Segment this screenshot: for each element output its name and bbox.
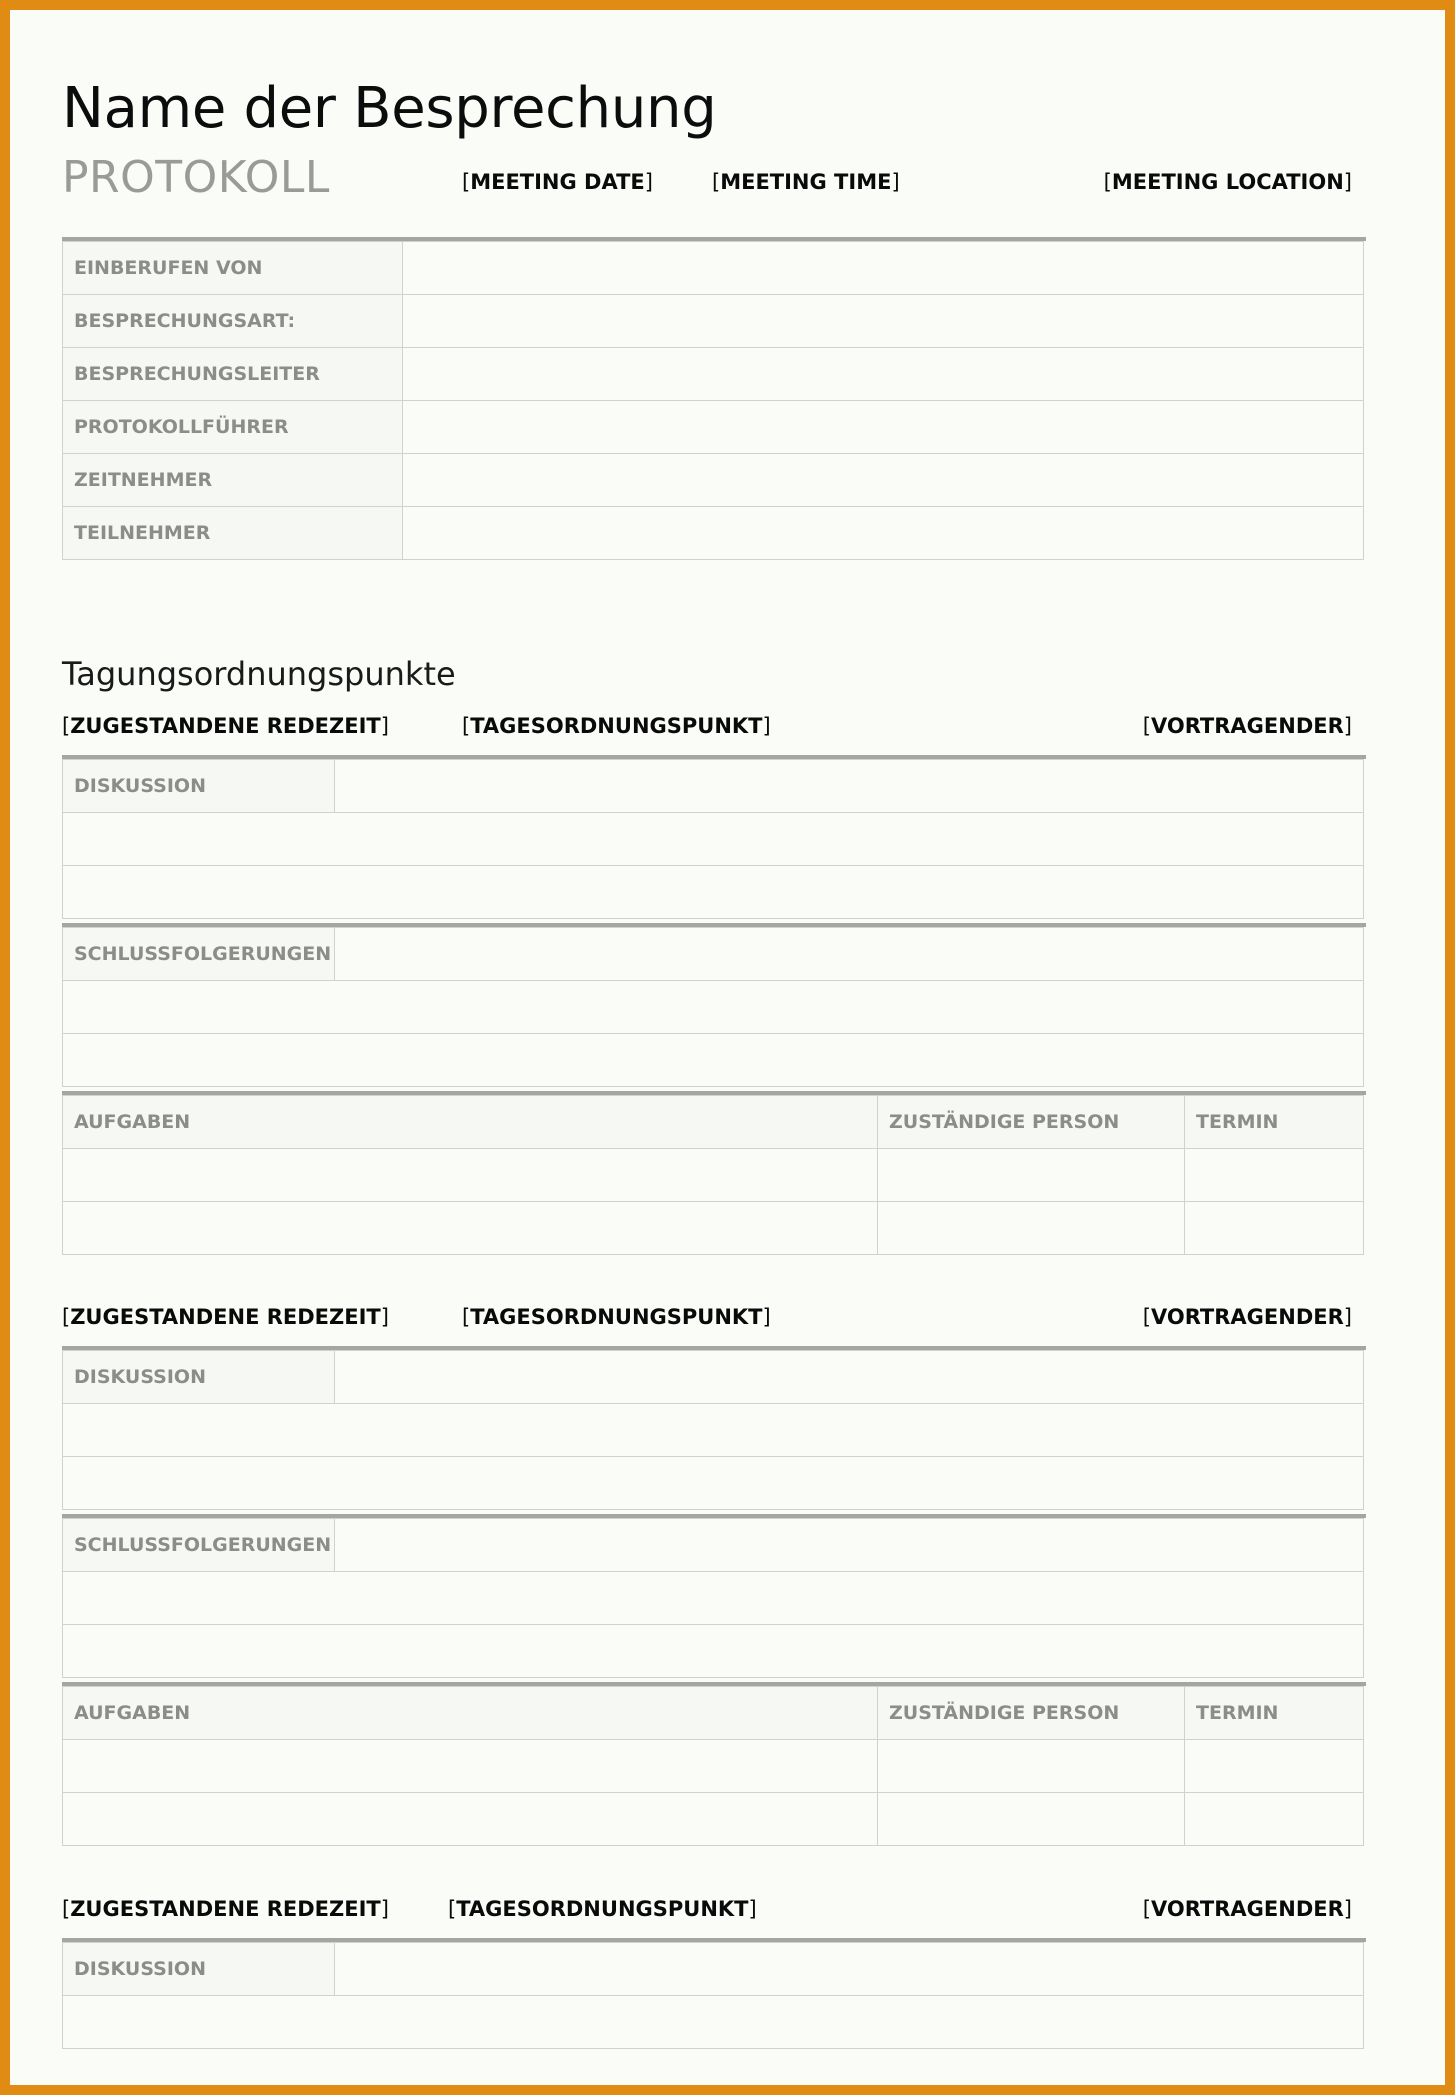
meeting-date-text: MEETING DATE bbox=[470, 170, 645, 194]
due-date-cell[interactable] bbox=[1185, 1740, 1364, 1793]
tasks-table bbox=[62, 1686, 1364, 1846]
info-label: EINBERUFEN VON bbox=[63, 242, 403, 295]
tasks-header: AUFGABEN bbox=[63, 1096, 878, 1149]
discussion-table bbox=[62, 1350, 1364, 1510]
conclusions-table bbox=[62, 1518, 1364, 1678]
discussion-line[interactable] bbox=[63, 1404, 1364, 1457]
person-cell[interactable] bbox=[878, 1202, 1185, 1255]
page-title: Name der Besprechung bbox=[62, 76, 717, 141]
discussion-line[interactable] bbox=[63, 866, 1364, 919]
due-date-cell[interactable] bbox=[1185, 1202, 1364, 1255]
minutes-page bbox=[10, 10, 1445, 2085]
info-value-cell[interactable] bbox=[403, 348, 1364, 401]
task-cell[interactable] bbox=[63, 1202, 878, 1255]
info-row bbox=[63, 454, 1364, 507]
info-label: BESPRECHUNGSLEITER bbox=[63, 348, 403, 401]
discussion-line[interactable] bbox=[63, 1457, 1364, 1510]
allotted-time-text: ZUGESTANDENE REDEZEIT bbox=[70, 1305, 381, 1329]
task-cell[interactable] bbox=[63, 1149, 878, 1202]
meeting-location-text: MEETING LOCATION bbox=[1111, 170, 1344, 194]
info-label: ZEITNEHMER bbox=[63, 454, 403, 507]
allotted-time-field[interactable]: [ZUGESTANDENE REDEZEIT] bbox=[62, 1305, 389, 1329]
due-date-cell[interactable] bbox=[1185, 1149, 1364, 1202]
task-row bbox=[63, 1149, 1364, 1202]
conclusions-line[interactable] bbox=[63, 1625, 1364, 1678]
agenda-topic-text: TAGESORDNUNGSPUNKT bbox=[470, 714, 763, 738]
tasks-header: AUFGABEN bbox=[63, 1687, 878, 1740]
meeting-time-field[interactable]: [MEETING TIME] bbox=[712, 170, 900, 194]
task-cell[interactable] bbox=[63, 1740, 878, 1793]
agenda-topic-field[interactable]: [TAGESORDNUNGSPUNKT] bbox=[448, 1897, 757, 1921]
info-label: TEILNEHMER bbox=[63, 507, 403, 560]
task-row bbox=[63, 1740, 1364, 1793]
conclusions-entry-cell[interactable] bbox=[335, 1519, 1364, 1572]
discussion-table bbox=[62, 759, 1364, 919]
info-label: BESPRECHUNGSART: bbox=[63, 295, 403, 348]
conclusions-line[interactable] bbox=[63, 981, 1364, 1034]
task-cell[interactable] bbox=[63, 1793, 878, 1846]
info-row bbox=[63, 507, 1364, 560]
responsible-person-header: ZUSTÄNDIGE PERSON bbox=[878, 1687, 1185, 1740]
info-value-cell[interactable] bbox=[403, 295, 1364, 348]
allotted-time-field[interactable]: [ZUGESTANDENE REDEZEIT] bbox=[62, 714, 389, 738]
discussion-label: DISKUSSION bbox=[63, 1351, 335, 1404]
agenda-heading: Tagungsordnungspunkte bbox=[62, 655, 456, 693]
meeting-date-field[interactable]: [MEETING DATE] bbox=[462, 170, 653, 194]
person-cell[interactable] bbox=[878, 1740, 1185, 1793]
due-date-header: TERMIN bbox=[1185, 1687, 1364, 1740]
discussion-entry-cell[interactable] bbox=[335, 760, 1364, 813]
discussion-entry-cell[interactable] bbox=[335, 1351, 1364, 1404]
info-row bbox=[63, 242, 1364, 295]
presenter-field[interactable]: [VORTRAGENDER] bbox=[1142, 714, 1352, 738]
conclusions-line[interactable] bbox=[63, 1572, 1364, 1625]
conclusions-table bbox=[62, 927, 1364, 1087]
info-row bbox=[63, 401, 1364, 454]
due-date-cell[interactable] bbox=[1185, 1793, 1364, 1846]
conclusions-line[interactable] bbox=[63, 1034, 1364, 1087]
presenter-field[interactable]: [VORTRAGENDER] bbox=[1142, 1305, 1352, 1329]
responsible-person-header: ZUSTÄNDIGE PERSON bbox=[878, 1096, 1185, 1149]
discussion-table bbox=[62, 1942, 1364, 2049]
conclusions-label: SCHLUSSFOLGERUNGEN bbox=[63, 1519, 335, 1572]
page-subtitle: PROTOKOLL bbox=[62, 152, 330, 203]
agenda-topic-field[interactable]: [TAGESORDNUNGSPUNKT] bbox=[462, 714, 771, 738]
presenter-text: VORTRAGENDER bbox=[1150, 714, 1344, 738]
info-row bbox=[63, 348, 1364, 401]
person-cell[interactable] bbox=[878, 1149, 1185, 1202]
meeting-location-field[interactable]: [MEETING LOCATION] bbox=[1103, 170, 1352, 194]
agenda-topic-text: TAGESORDNUNGSPUNKT bbox=[456, 1897, 749, 1921]
info-value-cell[interactable] bbox=[403, 507, 1364, 560]
presenter-text: VORTRAGENDER bbox=[1150, 1897, 1344, 1921]
tasks-table bbox=[62, 1095, 1364, 1255]
agenda-topic-field[interactable]: [TAGESORDNUNGSPUNKT] bbox=[462, 1305, 771, 1329]
discussion-label: DISKUSSION bbox=[63, 760, 335, 813]
conclusions-label: SCHLUSSFOLGERUNGEN bbox=[63, 928, 335, 981]
due-date-header: TERMIN bbox=[1185, 1096, 1364, 1149]
discussion-label: DISKUSSION bbox=[63, 1943, 335, 1996]
task-row bbox=[63, 1793, 1364, 1846]
info-value-cell[interactable] bbox=[403, 401, 1364, 454]
person-cell[interactable] bbox=[878, 1793, 1185, 1846]
discussion-line[interactable] bbox=[63, 813, 1364, 866]
agenda-topic-text: TAGESORDNUNGSPUNKT bbox=[470, 1305, 763, 1329]
presenter-text: VORTRAGENDER bbox=[1150, 1305, 1344, 1329]
allotted-time-field[interactable]: [ZUGESTANDENE REDEZEIT] bbox=[62, 1897, 389, 1921]
presenter-field[interactable]: [VORTRAGENDER] bbox=[1142, 1897, 1352, 1921]
allotted-time-text: ZUGESTANDENE REDEZEIT bbox=[70, 1897, 381, 1921]
info-value-cell[interactable] bbox=[403, 454, 1364, 507]
conclusions-entry-cell[interactable] bbox=[335, 928, 1364, 981]
info-value-cell[interactable] bbox=[403, 242, 1364, 295]
info-row bbox=[63, 295, 1364, 348]
discussion-entry-cell[interactable] bbox=[335, 1943, 1364, 1996]
task-row bbox=[63, 1202, 1364, 1255]
info-label: PROTOKOLLFÜHRER bbox=[63, 401, 403, 454]
meeting-time-text: MEETING TIME bbox=[720, 170, 892, 194]
allotted-time-text: ZUGESTANDENE REDEZEIT bbox=[70, 714, 381, 738]
discussion-line[interactable] bbox=[63, 1996, 1364, 2049]
info-table bbox=[62, 241, 1364, 560]
